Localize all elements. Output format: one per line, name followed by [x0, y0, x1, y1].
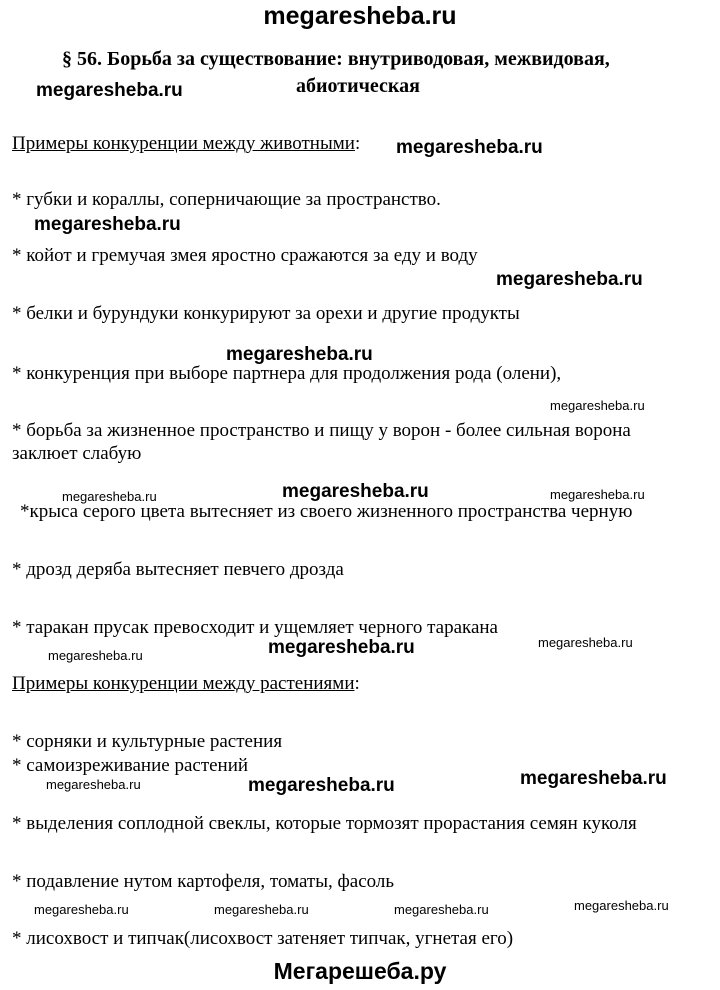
animals-item-continuation: заклюет слабую [12, 443, 142, 464]
watermark-bold: megaresheba.ru [496, 269, 643, 290]
watermark-bold: megaresheba.ru [248, 775, 395, 796]
watermark-bold: megaresheba.ru [34, 214, 181, 235]
animals-item: * борьба за жизненное пространство и пищу у ворон - более сильная ворона [12, 420, 631, 441]
plants-item: * выделения соплодной свеклы, которые тормозят прорастания семян куколя [12, 813, 637, 834]
animals-item: * белки и бурундуки конкурируют за орехи и другие продукты [12, 303, 520, 324]
watermark-small: megaresheba.ru [550, 398, 645, 413]
watermark-bold: megaresheba.ru [268, 637, 415, 658]
section-title-line2: абиотическая [296, 75, 420, 97]
animals-item: * губки и кораллы, соперничающие за пространство. [12, 189, 441, 210]
watermark-small: megaresheba.ru [62, 489, 157, 504]
plants-section-label [12, 673, 360, 695]
animals-label-colon: : [354, 133, 361, 154]
watermark-bold: megaresheba.ru [520, 768, 667, 789]
watermark-small: megaresheba.ru [538, 635, 633, 650]
watermark-small: megaresheba.ru [550, 487, 645, 502]
watermark-small: megaresheba.ru [394, 902, 489, 917]
plants-item: * сорняки и культурные растения [12, 731, 283, 752]
animals-section-label [12, 133, 360, 155]
site-title: megaresheba.ru [263, 2, 457, 30]
footer-site-name: Мегарешеба.ру [273, 958, 447, 984]
watermark-small: megaresheba.ru [34, 902, 129, 917]
plants-label-text: Примеры конкуренции между растениями [12, 673, 355, 694]
watermark-bold: megaresheba.ru [226, 344, 373, 365]
animals-label-text: Примеры конкуренции между животными [12, 133, 355, 154]
watermark-small: megaresheba.ru [574, 898, 669, 913]
animals-item: *крыса серого цвета вытесняет из своего жизненного пространства черную [20, 501, 633, 522]
animals-item: * конкуренция при выборе партнера для продолжения рода (олени), [12, 363, 562, 384]
plants-item: * лисохвост и типчак(лисохвост затеняет типчак, угнетая его) [12, 928, 514, 949]
watermark-small: megaresheba.ru [46, 777, 141, 792]
plants-item: * самоизреживание растений [12, 755, 249, 776]
plants-item: * подавление нутом картофеля, томаты, фасоль [12, 871, 395, 892]
section-title-line1: § 56. Борьба за существование: внутриводовая, межвидовая, [62, 48, 610, 70]
animals-item: * дрозд деряба вытесняет певчего дрозда [12, 559, 344, 580]
watermark-small: megaresheba.ru [48, 648, 143, 663]
watermark-bold: megaresheba.ru [396, 137, 543, 158]
animals-item: * таракан прусак превосходит и ущемляет черного таракана [12, 617, 498, 638]
watermark-bold: megaresheba.ru [36, 80, 183, 101]
watermark-bold: megaresheba.ru [282, 481, 429, 502]
plants-label-colon: : [354, 673, 360, 694]
animals-item: * койот и гремучая змея яростно сражаются за еду и воду [12, 245, 478, 266]
watermark-small: megaresheba.ru [214, 902, 309, 917]
